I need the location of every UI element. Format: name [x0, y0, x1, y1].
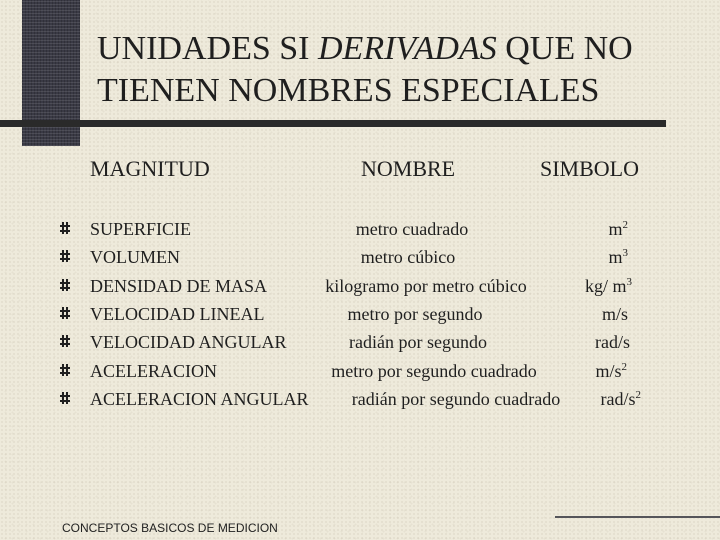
bullet-icon [60, 335, 70, 347]
bullet-icon [60, 392, 70, 404]
slide-title [97, 28, 697, 112]
name-cell: metro cúbico [360, 247, 456, 268]
symbol-base: m/s [595, 360, 622, 381]
symbol-exponent: 3 [626, 275, 632, 288]
list-item [0, 386, 720, 414]
title-line1-prefix: UNIDADES SI [97, 30, 318, 67]
list-item [0, 358, 720, 386]
header-name: NOMBRE [361, 156, 456, 181]
magnitude-cell: ACELERACION [90, 360, 217, 381]
list-item [0, 216, 720, 244]
magnitude-cell: ACELERACION ANGULAR [90, 388, 309, 409]
title-underline-rule [0, 120, 666, 127]
footer-text: CONCEPTOS BASICOS DE MEDICION [62, 521, 278, 535]
bullet-icon [60, 222, 70, 234]
symbol-cell [542, 273, 632, 299]
header-symbol: SIMBOLO [540, 156, 640, 181]
footer-rule [555, 516, 720, 518]
bullet-icon [60, 364, 70, 376]
title-line2: TIENEN NOMBRES ESPECIALES [97, 72, 600, 109]
bullet-icon [60, 307, 70, 319]
magnitude-cell: VOLUMEN [90, 247, 180, 268]
symbol-cell [538, 244, 628, 270]
symbol-cell [551, 386, 641, 412]
symbol-exponent: 2 [621, 360, 627, 373]
name-cell: metro por segundo cuadrado [331, 360, 537, 381]
header-magnitude: MAGNITUD [90, 156, 210, 181]
symbol-base: rad/s [600, 388, 636, 409]
symbol-exponent: 3 [622, 247, 628, 260]
list-item [0, 329, 720, 357]
magnitude-cell: SUPERFICIE [90, 219, 192, 239]
magnitude-cell: VELOCIDAD ANGULAR [90, 332, 287, 353]
symbol-base: kg/ m [584, 275, 627, 296]
list-item [0, 301, 720, 329]
name-cell: metro cuadrado [355, 219, 469, 239]
name-cell: radián por segundo cuadrado [351, 388, 561, 409]
title-line1-italic: DERIVADAS [318, 30, 497, 67]
list-item [0, 244, 720, 272]
symbol-cell [538, 301, 628, 327]
magnitude-cell: DENSIDAD DE MASA [90, 275, 268, 296]
bullet-icon [60, 250, 70, 262]
name-cell: radián por segundo [349, 332, 487, 353]
list-item [0, 273, 720, 301]
symbol-base: m [608, 219, 623, 239]
name-cell: kilogramo por metro cúbico [325, 275, 527, 296]
symbol-base: m/s [601, 303, 628, 324]
bullet-icon [60, 279, 70, 291]
symbol-exponent: 2 [635, 388, 641, 401]
name-cell: metro por segundo [347, 303, 483, 324]
symbol-cell [540, 329, 630, 355]
symbol-base: rad/s [595, 332, 630, 353]
symbol-exponent: 2 [622, 219, 628, 231]
title-line1-suffix: QUE NO [496, 30, 633, 67]
symbol-cell [537, 358, 627, 384]
symbol-cell [538, 216, 628, 242]
magnitude-cell: VELOCIDAD LINEAL [90, 303, 265, 324]
symbol-base: m [608, 247, 623, 268]
